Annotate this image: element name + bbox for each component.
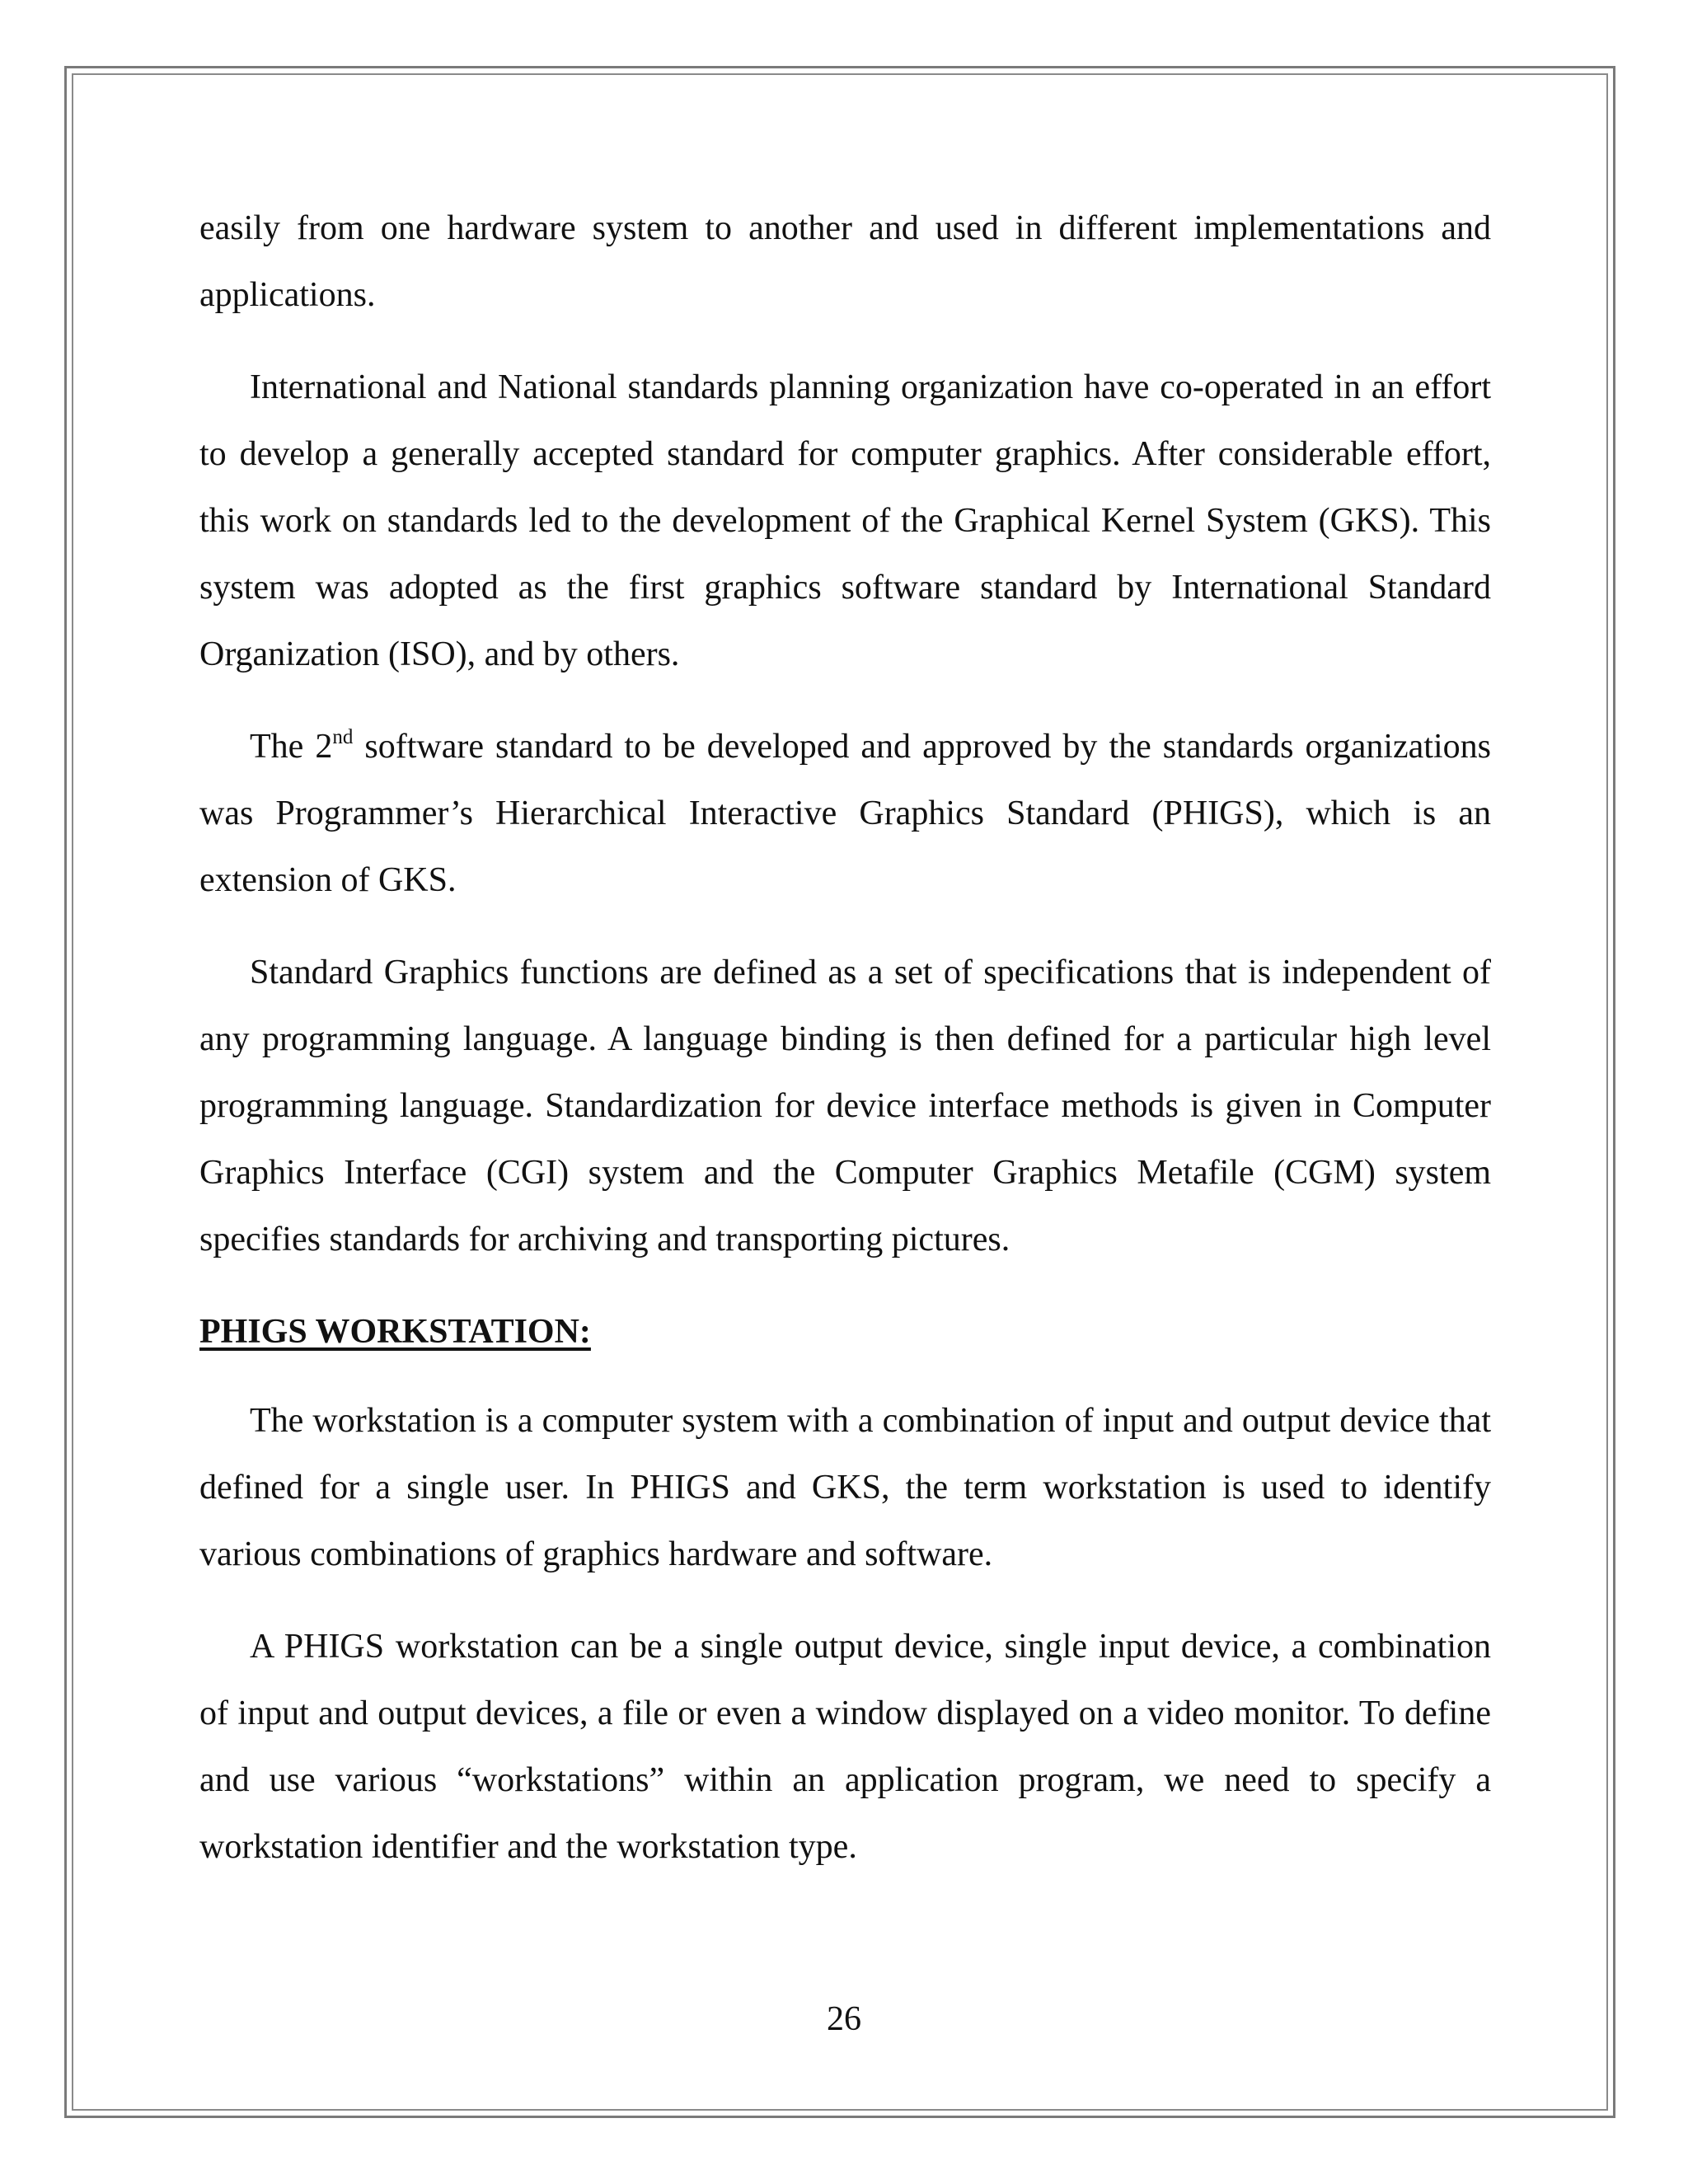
paragraph-phigs-workstation: A PHIGS workstation can be a single output device, single input device, a combination of input and output devices, a file or even a window displayed on a video monitor. To define and use various “workstations” within an application program, we need to specify a workstation identifier and the workstation type. bbox=[199, 1628, 1491, 1866]
paragraph-phigs-text-end: software standard to be developed and approved by the standards organizations was Programmer’s Hierarchical Interactive Graphics Standard (PHIGS), which is an extension of GKS. bbox=[199, 728, 1491, 899]
paragraph-graphics-functions: Standard Graphics functions are defined as a set of specifications that is independent of any programming language. A language binding is then defined for a particular high level programming language. Standardization for device interface methods is given in Computer Graphics Interface (CGI) system and the Computer Graphics Metafile (CGM) system specifies standards for archiving and transporting pictures. bbox=[199, 954, 1491, 1258]
paragraph-phigs-text-start: The 2 bbox=[250, 728, 333, 766]
ordinal-superscript: nd bbox=[332, 726, 354, 748]
page-content bbox=[199, 195, 1491, 1906]
paragraph-standards-organizations: International and National standards planning organization have co-operated in an effort to develop a generally accepted standard for computer graphics. After considerable effort, this work on standards led to the development of the Graphical Kernel System (GKS). This system was adopted as the first graphics software standard by International Standard Organization (ISO), and by others. bbox=[199, 368, 1491, 673]
paragraph-continuation: easily from one hardware system to another and used in different implementations and applications. bbox=[199, 209, 1491, 314]
paragraph-phigs-standard bbox=[199, 714, 1491, 914]
page-number: 26 bbox=[827, 2000, 861, 2038]
section-heading: PHIGS WORKSTATION: bbox=[199, 1313, 591, 1351]
paragraph-workstation-definition: The workstation is a computer system with a combination of input and output device that defined for a single user. In PHIGS and GKS, the term workstation is used to identify various combinations of graphics hardware and software. bbox=[199, 1402, 1491, 1573]
